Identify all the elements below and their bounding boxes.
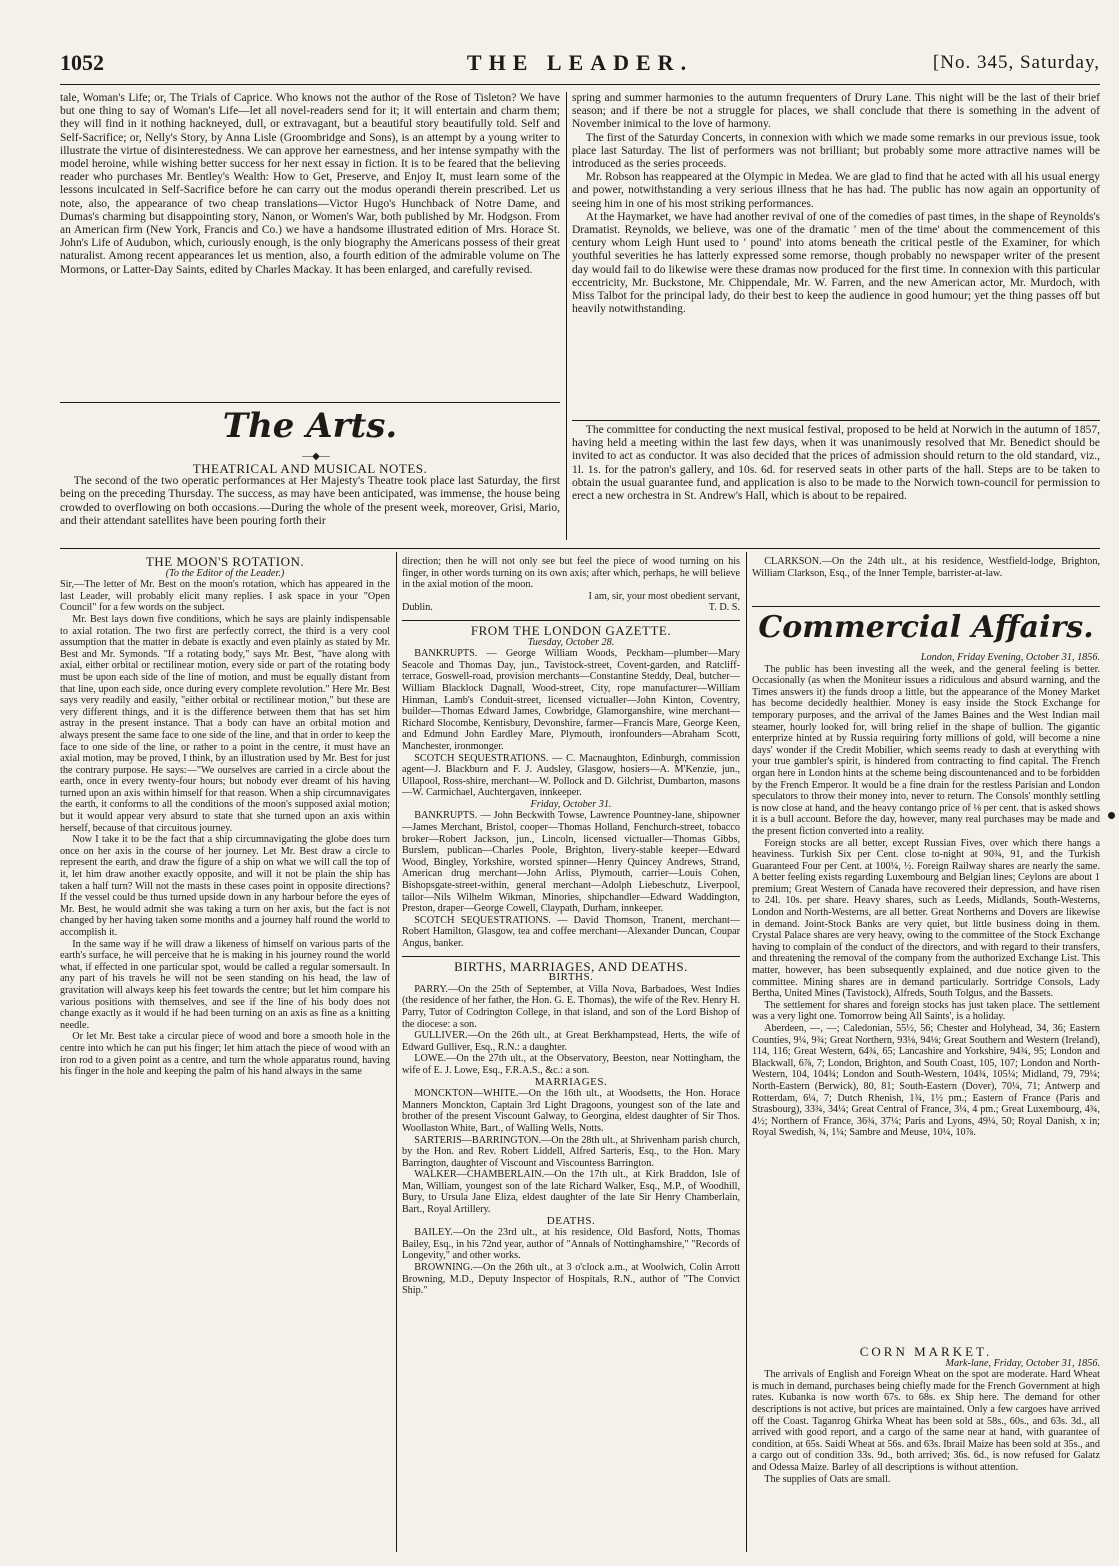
gazette-date: Friday, October 31. <box>530 798 612 810</box>
section-rule <box>60 548 1100 549</box>
paragraph: The first of the Saturday Concerts, in connexion with which we made some remarks in our previous issue, took place last Saturday. The list of performers was not brilliant; but probably some more attractive names will be introduced as the series proceeds. <box>572 131 1100 171</box>
paragraph: The settlement for shares and foreign stocks has just taken place. The settlement was a very light one. Tomorrow being All Saints', is a holiday. <box>752 999 1100 1023</box>
paragraph: direction; then he will not only see but feel the piece of wood turning on his finger, in other words turning on its own axis; after which, perhaps, he will believe in the axial motion of the moon. <box>402 556 740 591</box>
notice: SARTERIS—BARRINGTON.—On the 28th ult., at Shrivenham parish church, by the Hon. and Rev. Robert Liddell, Alfred Sarteris, Esq., to the Hon. Mary Barrington, daughter of Viscount and Viscountess Barrington. <box>402 1134 740 1169</box>
arts-heading: The Arts. <box>222 406 398 446</box>
paragraph: spring and summer harmonies to the autumn frequenters of Drury Lane. This night will be the last of their brief season; and if there be not a struggle for places, we shall conclude that there is something in the advent of November inimical to the love of harmony. <box>572 92 1100 131</box>
paragraph: Sir,—The letter of Mr. Best on the moon's rotation, which has appeared in the last Leader, will probably elicit many replies. I ask space in your "Open Council" for a few words on the subject. <box>60 579 390 614</box>
festival-section <box>572 424 1100 542</box>
moon-rotation-subheading: (To the Editor of the Leader.) <box>165 567 285 579</box>
section-rule <box>402 620 740 621</box>
paragraph: BANKRUPTS. — John Beckwith Towse, Lawrence Pountney-lane, shipowner—James Merchant, Bristol, cooper—Thomas Holland, Fenchurch-street, tobacco broker—Robert Jackson, jun., Lincoln, licensed victualler—Thomas Gibbs, Burslem, publican—Charles Poole, Brighton, livery-stable keeper—Edward Wood, Bingley, Yorkshire, worsted spinner—Henry Quincey Andrews, Strand, American drug merchant—John Arliss, Plymouth, carrier—Louis Cohen, Bishopsgate-street-within, general merchant—Adolph Liebeschutz, Liverpool, tailor—Nils Wilhelm Wikman, Minories, shipchandler—Edward Waddington, Preston, draper—George Cowell, Claypath, Durham, innkeeper. <box>402 810 740 915</box>
paragraph: The arrivals of English and Foreign Wheat on the spot are moderate. Hard Wheat is much in demand, purchases being chiefly made for the French Government at high rates. Kubanka is now worth 67s. to 68s. ex Ship here. The demand for other descriptions is not active, but prices are maintained. Only a few cargoes have arrived off the Coast. Taganrog Ghirka Wheat has been sold at 58s., 60s., and 63s. 3d., all arrived with good report, and a cargo of the same near at hand, with guarantee of condition, at 65s. Saidi Wheat at 56s. and 63s. Ibrail Maize has been sold at 35s., and a cargo out of condition 33s. 9d., both arrived; 36s. 6d., is now refused for Galatz and Odessa Maize. Barley of all descriptions is without attention. <box>752 1369 1100 1473</box>
arts-section <box>60 452 560 544</box>
column-divider <box>566 92 567 540</box>
section-rule <box>402 956 740 957</box>
corn-market-section <box>752 1346 1100 1551</box>
births-label: BIRTHS. <box>548 971 594 984</box>
newspaper-title: THE LEADER. <box>466 50 694 75</box>
notice: LOWE.—On the 27th ult., at the Observatory, Beeston, near Nottingham, the wife of E. J. Lowe, Esq., F.R.A.S., &c.: a son. <box>402 1053 740 1076</box>
masthead <box>60 44 1100 85</box>
paragraph: Or let Mr. Best take a circular piece of wood and bore a smooth hole in the centre into which he can put his finger; let him attach the piece of wood with an iron rod to a given point as a centre, and turn the whole apparatus round, having his finger in the hole and keeping the palm of his hand always in the same <box>60 1031 390 1078</box>
section-rule <box>60 402 560 403</box>
paragraph: SCOTCH SEQUESTRATIONS. — David Thomson, Tranent, merchant—Robert Hamilton, Glasgow, tea and coffee merchant—Alexander Duncan, Coupar Angus, banker. <box>402 914 740 949</box>
paragraph: BANKRUPTS. — George William Woods, Peckham—plumber—Mary Seacole and Thomas Day, jun., Tavistock-street, Covent-garden, and Ratcliff-terrace, Goswell-road, provision merchants—Constantine Steddy, Deal, butcher—William Blacklock Dagnall, Wood-street, City, rope manufacturer—William Hinman, Lamb's Conduit-street, licensed victualler—John Kinton, Coventry, builder—Thomas Edward James, Cowbridge, Glamorganshire, wine merchant—Richard Slocombe, Kentisbury, Devonshire, farmer—Francis Mare, George Keen, and Edmund John Eardley Mare, Plymouth, ironfounders—Abraham Scott, Manchester, ironmonger. <box>402 648 740 752</box>
ink-blot <box>1108 812 1115 819</box>
column-divider <box>396 552 397 1552</box>
notice: PARRY.—On the 25th of September, at Villa Nova, Barbadoes, West Indies (the residence of her father, the Hon. G. E. Thomas), the wife of the Rev. Henry H. Parry, Tutor of Codrington College, in that island, and son of the Lord Bishop of the diocese: a son. <box>402 983 740 1030</box>
page-number: 1052 <box>60 50 104 75</box>
corn-market-dateline: Mark-lane, Friday, October 31, 1856. <box>945 1357 1100 1369</box>
gazette-date: Tuesday, October 28. <box>527 636 615 648</box>
moon-rotation-letter <box>60 556 390 1551</box>
bmd-heading: BIRTHS, MARRIAGES, AND DEATHS. <box>454 958 688 974</box>
gazette-heading: FROM THE LONDON GAZETTE. <box>470 622 672 638</box>
commercial-affairs-section <box>752 652 1100 1342</box>
paragraph: At the Haymarket, we have had another revival of one of the comedies of past times, in the shape of Reynolds's Dramatist. Reynolds, we believe, was one of the dramatic ' men of the time' about the commencement of this century whom Leigh Hunt used to ' pound' into atoms beneath the critical pestle of the Examiner, for which youthful severities he has latterly expressed some remorse, though probably no newspaper writer of the present day would fail to do likewise were these dramas now produced for the first time. In connexion with this particular eccentricity, Mr. Buckstone, Mr. Chippendale, Mr. W. Farren, and the new American actor, Mr. Murdoch, with Miss Talbot for the principal lady, do their best to keep the audience in good humour; yet the thing passes off but heavily notwithstanding. <box>572 210 1100 316</box>
letter-signature: T. D. S. <box>708 602 740 614</box>
paragraph: The committee for conducting the next musical festival, proposed to be held at Norwich in the autumn of 1857, having held a meeting within the last few days, when it was unanimously resolved that Mr. Benedict should be invited to act as conductor. It was also decided that the prices of admission should return to the old standard, viz., 1l. 1s. for the patron's gallery, and 10s. 6d. for reserved seats in other parts of the hall. Steps are to be taken to obtain the usual guarantee fund, and application is also to be made to the Norwich town-council for permission to erect a new orchestra in St. Andrew's Hall, which is about to be repaired. <box>572 424 1100 503</box>
letter-closing: I am, sir, your most obedient servant, <box>588 590 740 602</box>
paragraph: In the same way if he will draw a likeness of himself on various parts of the earth's surface, he will perceive that he is making in his journey round the world what, if effected in one particular spot, would be called a regular somersault. In any part of his travels he will not be seen standing on his head, the law of gravitation will always keep his feet towards the centre; but let him compare his various positions with themselves, and see if the line of his body does not change exactly as it would if he had been turning on an axis as fine as a knitting needle. <box>60 938 390 1031</box>
corn-market-heading: CORN MARKET. <box>859 1346 993 1359</box>
section-rule <box>752 606 1100 607</box>
deaths-label: DEATHS. <box>546 1214 596 1227</box>
paragraph: Aberdeen, —, —; Caledonian, 55½, 56; Chester and Holyhead, 34, 36; Eastern Counties, 9¼, 9¾; Great Northern, 93⅛, 94⅛; Great Southern and Western (Ireland), 114, 116; Great Western, 64¾, 65; Lancashire and Yorkshire, 94¾, 95; London and Blackwall, 6⅞, 7; London, Brighton, and South Coast, 105, 107; London and North-Western, 104, 104¾; London and South-Western, 104¾, 105¼; Midland, 79, 79¼; North-Eastern (Berwick), 80, 81; South-Eastern (Dover), 70¼, 71; Antwerp and Rotterdam, 6¼, 7; Dutch Rhenish, 1¾, 1½ pm.; Eastern of France (Paris and Strasbourg), 33¾, 34¼; Great Central of France, 3¼, 4 pm.; Great Luxembourg, 4¾, 4½; Northern of France, 36¾, 37¼; Paris and Lyons, 49¼, 50; Royal Danish, x in; Royal Swedish, ¾, 1¼; Sambre and Meuse, 10¼, 10⅞. <box>752 1023 1100 1139</box>
reviews-column-top <box>60 92 560 397</box>
notice: GULLIVER.—On the 26th ult., at Great Berkhampstead, Herts, the wife of Edward Gulliver, Esq., R.N.: a daughter. <box>402 1030 740 1053</box>
notice: WALKER—CHAMBERLAIN.—On the 17th ult., at Kirk Braddon, Isle of Man, William, youngest son of the late Richard Walker, Esq., M.P., of Woodhill, Bury, to Ursula Jane Eliza, eldest daughter of the late Sir Henry Chamberlain, Bart., Royal Artillery. <box>402 1169 740 1216</box>
letter-signoff <box>402 602 740 614</box>
paragraph: The supplies of Oats are small. <box>764 1473 891 1485</box>
paragraph: SCOTCH SEQUESTRATIONS. — C. Macnaughton, Edinburgh, commission agent—J. Blackburn and F. J. Audsley, Glasgow, hosiers—A. M'Kenzie, jun., Ullapool, Ross-shire, merchant—W. Pollock and D. Gilchrist, Dumbarton, masons—W. Carmichael, Auchtergaven, innkeeper. <box>402 752 740 799</box>
notice: BROWNING.—On the 26th ult., at 3 o'clock a.m., at Woolwich, Colin Arrott Browning, M.D., Deputy Inspector of Hospitals, R.N., author of "The Convict Ship." <box>402 1262 740 1297</box>
moon-rotation-heading: THE MOON'S ROTATION. <box>145 556 305 569</box>
clarkson-notice <box>752 556 1100 604</box>
commercial-affairs-heading: Commercial Affairs. <box>758 610 1094 645</box>
issue-number: [No. 345, Saturday, <box>932 52 1100 73</box>
paragraph: tale, Woman's Life; or, The Trials of Caprice. Who knows not the author of the Rose of Tisleton? We have but one thing to say of Woman's Life—let all novel-readers send for it; it will entertain and charm them; they will find in it nothing hackneyed, dull, or extravagant, but a beautiful story beautifully told. Self and Self-Sacrifice; or, Nelly's Story, by Anna Lisle (Groombridge and Sons), is an attempt by a young writer to illustrate the virtue of disinterestedness. We can approve her earnestness, and her intense sympathy with the model heroine, while wishing better success for her next essay in fiction. It is to be feared that the believing reader who purchases Mr. Bentley's Wealth: How to Get, Preserve, and Enjoy It, must learn some of the lessons inculcated in Self-Sacrifice before he can carry out the modus operandi therein prescribed. Let us note, also, the appearance of two cheap translations—Victor Hugo's Hunchback of Notre Dame, and Dumas's charming but disappointing story, Nanon, or Women's War, both published by Mr. Hodgson. From an American firm (New York, Francis and Co.) we have a handsome illustrated edition of Mrs. Horace St. John's Life of Audubon, which, curiously enough, is the only biography the Americans possess of their great naturalist. Among recent appearances let us mention, also, a fourth edition of the admirable volume on The Mormons, or Latter-Day Saints, edited by Charles Mackay. It has been enlarged, and carefully revised. <box>60 92 560 276</box>
paragraph: The public has been investing all the week, and the general feeling is better. Occasionally (as when the Moniteur issues a ridiculous and absurd warning, and the Times answers it) the funds droop a little, but the appearance of the Money Market has become decidedly healthier. Money is easy inside the Stock Exchange for temporary purposes, and the arrival of the James Baines and the West Indian mail steamer, hourly looked for, will bring relief in the shape of bullion. The gigantic enterprize hinted at by Russia requiring forty millions of gold, will become a nine days' wonder if the Credit Mobilier, which seems ready to dash at everything with your true gambler's spirit, is hindered from contracting to find capital. The French organ here in London hints at the scheme being discountenanced and to be forbidden by the French Emperor. It would be a fine drain for the restless Parisian and London speculators to throw their money into, never to return. The Consols' monthly settling is now close at hand, and the heavy contango price of ⅛ per cent. that is asked shows it is a bull account. Before the day, however, many real purchases may be made and the present fiction converted into a reality. <box>752 663 1100 837</box>
letter-place: Dublin. <box>402 602 433 614</box>
paragraph: The second of the two operatic performances at Her Majesty's Theatre took place last Saturday, the first being on the preceding Thursday. The success, as may have been anticipated, was immense, the house being crowded to overflowing on both occasions.—During the whole of the present week, moreover, Grisi, Mario, and their attendant satellites have been pouring forth their <box>60 475 560 527</box>
marriages-label: MARRIAGES. <box>534 1075 608 1088</box>
paragraph: Foreign stocks are all better, except Russian Fives, over which there hangs a heaviness. Turkish Six per Cent. close to-night at 90¾, 91, and the Turkish Guaranteed Four per Cent. at 100¼, ½. Foreign Railway shares are nearly the same. A better feeling exists regarding Luxembourg and Belgian lines; Ceylons are about 1 premium; Great Western of Canada have recovered their depression, and have risen to 24l. 10s. per share. Heavy shares, such as Leeds, Midlands, South-Westerns, London and North-Westerns, are all better. Great Northerns and Dovers are likewise in demand. Joint-Stock Banks are very quiet, but little business doing in them. Crystal Palace shares are very heavy, owing to the committee of the Stock Exchange having to complain of the conduct of the directors, and with regard to their transfers, and threatening the removal of the company from the authorized Exchange List. This matter, however, has been subsequently explained, and due notice given to the committee. Mining shares are in demand particularly. Sortridge Consols, Lady Bertha, United Mines (Tavistock), Alfreds, South Tolgus, and the Bassets. <box>752 837 1100 1000</box>
music-notes-column-top <box>572 92 1100 397</box>
ornament: —◆— <box>302 452 330 462</box>
column-divider <box>746 552 747 1552</box>
commercial-dateline: London, Friday Evening, October 31, 1856. <box>920 652 1100 663</box>
paragraph: Mr. Robson has reappeared at the Olympic in Medea. We are glad to find that he acted with all his usual energy and power, notwithstanding a very serious illness that he has had. The public has now again an opportunity of seeing him in one of his most striking performances. <box>572 171 1100 210</box>
notice: BAILEY.—On the 23rd ult., at his residence, Old Basford, Notts, Thomas Bailey, Esq., in his 72nd year, author of "Annals of Nottinghamshire," "Records of Longevity," and other works. <box>402 1227 740 1262</box>
middle-column <box>402 556 740 1551</box>
paragraph: Now I take it to be the fact that a ship circumnavigating the globe does turn once on her axis in the course of her journey. Let Mr. Best draw a circle to represent the earth, and draw the figure of a ship on what we will call the top of it, let him draw another exactly opposite, and will it not be plain the ship has taken a half turn? Will not the masts in these cases point in opposite directions? If the vessel could be thus turned upside down in any harbour before the eyes of Mr. Best, he would admit she was taking a turn on her axis, but the fact is not changed by her having taken some months and a journey half round the world to accomplish it. <box>60 834 390 938</box>
notice: CLARKSON.—On the 24th ult., at his residence, Westfield-lodge, Brighton, William Clarkson, Esq., of the Inner Temple, barrister-at-law. <box>752 556 1100 579</box>
section-rule <box>572 420 1100 421</box>
theatrical-notes-heading: THEATRICAL AND MUSICAL NOTES. <box>192 461 428 476</box>
notice: MONCKTON—WHITE.—On the 16th ult., at Woodsetts, the Hon. Horace Manners Monckton, Captain 3rd Light Dragoons, youngest son of the late and brother of the present Viscount Galway, to Georgina, eldest daughter of Sir Thos. Woollaston White, Bart., of Walling Wells, Notts. <box>402 1088 740 1134</box>
paragraph: Mr. Best lays down five conditions, which he says are plainly indispensable to axial rotation. The two first are perfectly correct, the third is a very cool assumption that the matter in debate is exactly and even plainly as stated by Mr. Best and Mr. Symonds. "If a rotating body," says Mr. Best, "have along with axial, either orbital or rectilinear motion, every side or part of the rotating body must be upon each side of the line of motion, and must be equally distant from that line, upon each side, once during every complete revolution." Here Mr. Best says very readily and easily, "either orbital or rectilinear motion," but these are very different things, and it is the difference between them that has set him astray in the present instance. That a body can have an orbital motion and always present the same face to one side of the line, and that in order to keep the face to one side of the line, or rather to a point in the centre, it must have an axial motion, may be proved, I think, by an illustration used by Mr. Best for just the contrary purpose. He says:—"We ourselves are carried in a circle about the earth, once in every twenty-four hours; but nobody ever dreamt of his having turned upon an axis within himself for that reason. When a ship circumnavigates the earth, it conforms to all the conditions of the moon's supposed axial motion; but it would appear very absurd to state that she turned upon an axis within herself, because of that circuitous journey. <box>60 613 390 834</box>
